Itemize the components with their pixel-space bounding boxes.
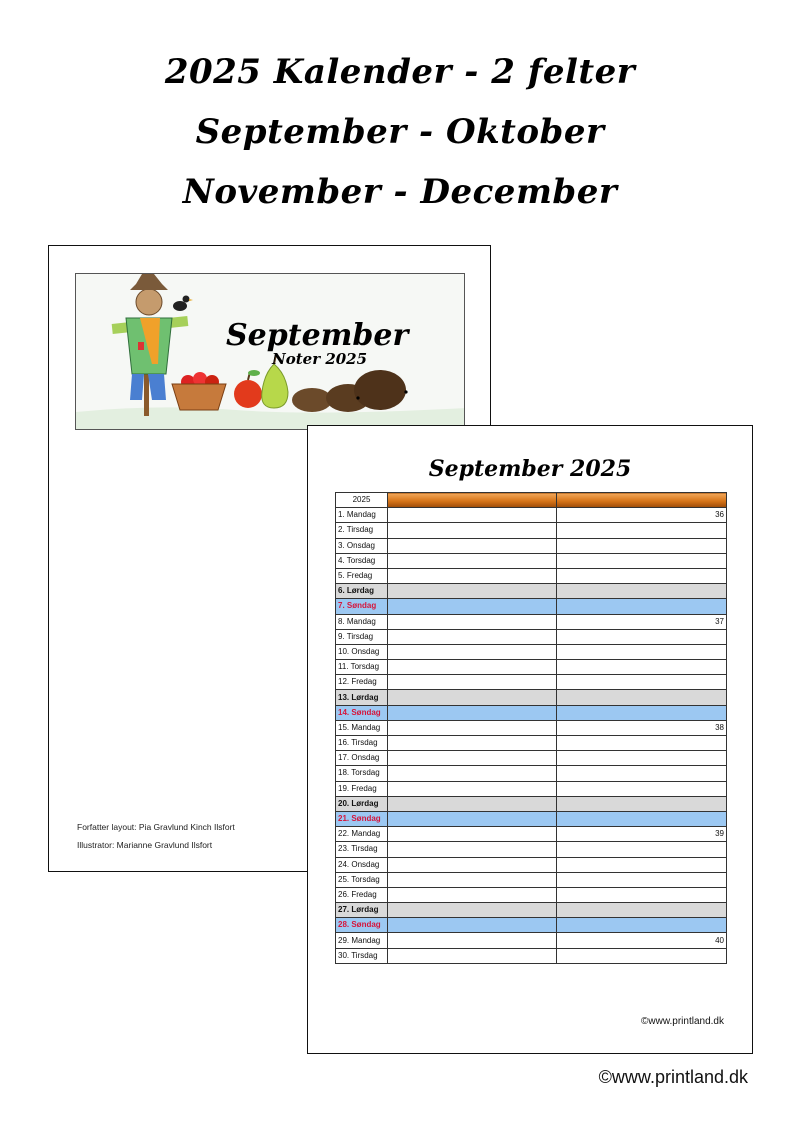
calendar-row xyxy=(336,538,727,553)
week-number-cell: 38 xyxy=(557,720,727,735)
day-label: 27. Lørdag xyxy=(336,903,388,918)
apple-basket-icon xyxy=(172,372,226,410)
note-cell xyxy=(388,736,557,751)
note-cell xyxy=(388,918,557,933)
calendar-header-row xyxy=(336,493,727,508)
calendar-row xyxy=(336,584,727,599)
calendar-row xyxy=(336,508,727,523)
note-cell xyxy=(388,948,557,963)
calendar-row xyxy=(336,827,727,842)
note-cell xyxy=(388,538,557,553)
header-column-1 xyxy=(388,493,557,508)
note-cell xyxy=(388,751,557,766)
header-year: 2025 xyxy=(336,493,388,508)
page-copyright: ©www.printland.dk xyxy=(598,1067,748,1087)
note-cell xyxy=(388,796,557,811)
author-credit: Forfatter layout: Pia Gravlund Kinch Ilsfort xyxy=(77,822,235,832)
calendar-row xyxy=(336,903,727,918)
day-label: 21. Søndag xyxy=(336,811,388,826)
week-number-cell xyxy=(557,675,727,690)
calendar-page-preview xyxy=(307,425,753,1054)
day-label: 19. Fredag xyxy=(336,781,388,796)
day-label: 22. Mandag xyxy=(336,827,388,842)
calendar-row xyxy=(336,933,727,948)
calendar-row xyxy=(336,629,727,644)
week-number-cell xyxy=(557,690,727,705)
title-line-2: September - Oktober xyxy=(195,112,605,152)
title-line-3: November - December xyxy=(182,172,618,212)
note-cell xyxy=(388,568,557,583)
calendar-row xyxy=(336,811,727,826)
calendar-table xyxy=(335,492,727,964)
calendar-row xyxy=(336,842,727,857)
calendar-copyright: ©www.printland.dk xyxy=(641,1016,724,1027)
note-cell xyxy=(388,720,557,735)
week-number-cell xyxy=(557,872,727,887)
calendar-row xyxy=(336,644,727,659)
calendar-row xyxy=(336,599,727,614)
note-cell xyxy=(388,660,557,675)
note-cell xyxy=(388,903,557,918)
note-cell xyxy=(388,644,557,659)
day-label: 25. Torsdag xyxy=(336,872,388,887)
crow-icon xyxy=(173,296,193,312)
calendar-row xyxy=(336,751,727,766)
day-label: 13. Lørdag xyxy=(336,690,388,705)
day-label: 14. Søndag xyxy=(336,705,388,720)
week-number-cell xyxy=(557,948,727,963)
note-cell xyxy=(388,584,557,599)
note-cell xyxy=(388,887,557,902)
banner-subtitle: Noter 2025 xyxy=(272,350,368,368)
note-cell xyxy=(388,781,557,796)
note-cell xyxy=(388,811,557,826)
day-label: 8. Mandag xyxy=(336,614,388,629)
week-number-cell xyxy=(557,584,727,599)
illustrator-credit: Illustrator: Marianne Gravlund Ilsfort xyxy=(77,840,213,850)
day-label: 23. Tirsdag xyxy=(336,842,388,857)
day-label: 11. Torsdag xyxy=(336,660,388,675)
day-label: 18. Torsdag xyxy=(336,766,388,781)
note-cell xyxy=(388,766,557,781)
calendar-row xyxy=(336,568,727,583)
note-cell xyxy=(388,827,557,842)
note-cell xyxy=(388,629,557,644)
calendar-row xyxy=(336,796,727,811)
calendar-row xyxy=(336,948,727,963)
calendar-row xyxy=(336,720,727,735)
week-number-cell xyxy=(557,553,727,568)
day-label: 1. Mandag xyxy=(336,508,388,523)
week-number-cell xyxy=(557,887,727,902)
week-number-cell xyxy=(557,705,727,720)
note-cell xyxy=(388,599,557,614)
note-cell xyxy=(388,842,557,857)
calendar-row xyxy=(336,705,727,720)
week-number-cell xyxy=(557,644,727,659)
note-cell xyxy=(388,690,557,705)
note-cell xyxy=(388,553,557,568)
calendar-row xyxy=(336,675,727,690)
calendar-row xyxy=(336,523,727,538)
note-cell xyxy=(388,872,557,887)
week-number-cell xyxy=(557,918,727,933)
week-number-cell xyxy=(557,766,727,781)
week-number-cell xyxy=(557,903,727,918)
day-label: 16. Tirsdag xyxy=(336,736,388,751)
day-label: 20. Lørdag xyxy=(336,796,388,811)
day-label: 28. Søndag xyxy=(336,918,388,933)
calendar-row xyxy=(336,614,727,629)
day-label: 9. Tirsdag xyxy=(336,629,388,644)
day-label: 24. Onsdag xyxy=(336,857,388,872)
calendar-title: September 2025 xyxy=(428,456,632,482)
calendar-row xyxy=(336,766,727,781)
calendar-row xyxy=(336,872,727,887)
week-number-cell xyxy=(557,599,727,614)
note-cell xyxy=(388,614,557,629)
week-number-cell xyxy=(557,796,727,811)
calendar-row xyxy=(336,918,727,933)
hedgehog-icon xyxy=(292,370,408,412)
week-number-cell xyxy=(557,538,727,553)
day-label: 15. Mandag xyxy=(336,720,388,735)
note-cell xyxy=(388,675,557,690)
calendar-row xyxy=(336,887,727,902)
week-number-cell xyxy=(557,629,727,644)
week-number-cell: 39 xyxy=(557,827,727,842)
note-cell xyxy=(388,857,557,872)
week-number-cell: 36 xyxy=(557,508,727,523)
day-label: 6. Lørdag xyxy=(336,584,388,599)
day-label: 3. Onsdag xyxy=(336,538,388,553)
note-cell xyxy=(388,705,557,720)
calendar-row xyxy=(336,857,727,872)
week-number-cell: 40 xyxy=(557,933,727,948)
week-number-cell xyxy=(557,842,727,857)
illustration-banner xyxy=(75,273,465,430)
week-number-cell: 37 xyxy=(557,614,727,629)
apple-icon xyxy=(234,370,262,408)
day-label: 26. Fredag xyxy=(336,887,388,902)
note-cell xyxy=(388,933,557,948)
week-number-cell xyxy=(557,736,727,751)
header-column-2 xyxy=(557,493,727,508)
calendar-row xyxy=(336,690,727,705)
week-number-cell xyxy=(557,781,727,796)
day-label: 2. Tirsdag xyxy=(336,523,388,538)
calendar-row xyxy=(336,660,727,675)
week-number-cell xyxy=(557,857,727,872)
day-label: 30. Tirsdag xyxy=(336,948,388,963)
week-number-cell xyxy=(557,660,727,675)
calendar-row xyxy=(336,781,727,796)
day-label: 4. Torsdag xyxy=(336,553,388,568)
note-cell xyxy=(388,523,557,538)
week-number-cell xyxy=(557,568,727,583)
day-label: 29. Mandag xyxy=(336,933,388,948)
day-label: 5. Fredag xyxy=(336,568,388,583)
day-label: 12. Fredag xyxy=(336,675,388,690)
calendar-row xyxy=(336,736,727,751)
week-number-cell xyxy=(557,523,727,538)
note-cell xyxy=(388,508,557,523)
day-label: 7. Søndag xyxy=(336,599,388,614)
day-label: 17. Onsdag xyxy=(336,751,388,766)
day-label: 10. Onsdag xyxy=(336,644,388,659)
week-number-cell xyxy=(557,751,727,766)
calendar-row xyxy=(336,553,727,568)
title-line-1: 2025 Kalender - 2 felter xyxy=(164,52,636,92)
banner-month-title: September xyxy=(226,318,409,353)
week-number-cell xyxy=(557,811,727,826)
